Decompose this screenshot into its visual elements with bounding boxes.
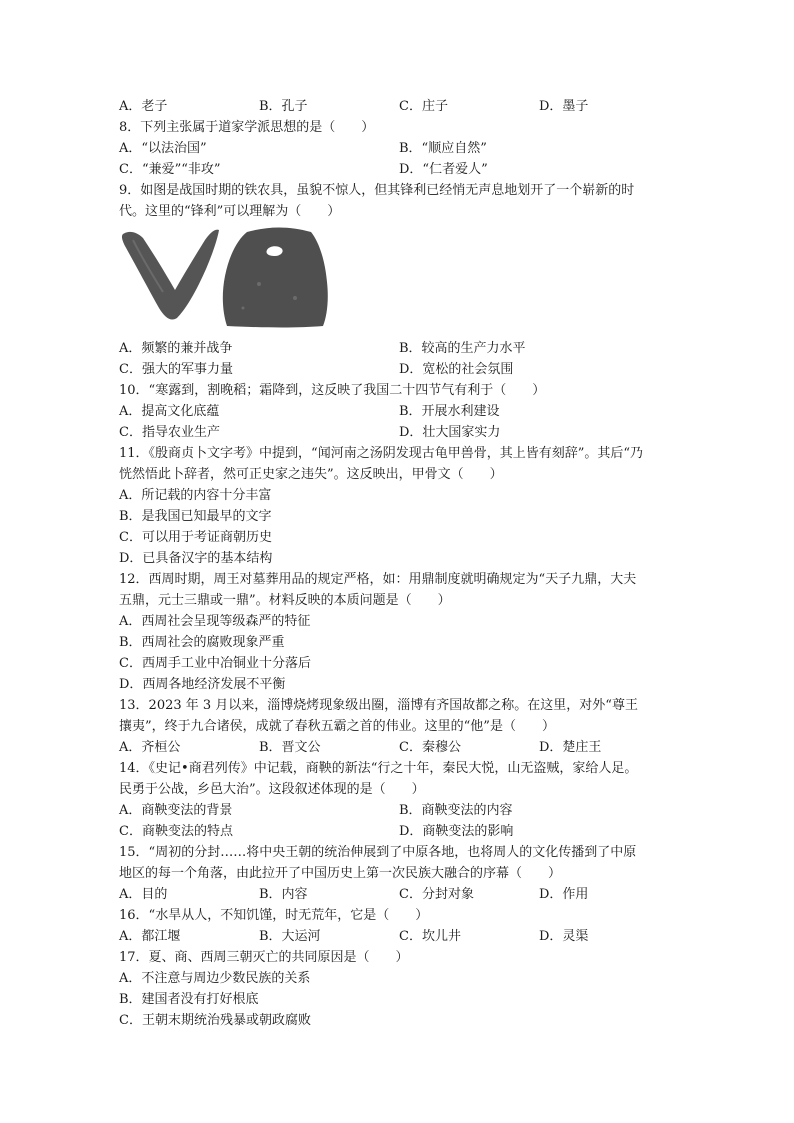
- q10-option-b: B．开展水利建设: [399, 404, 500, 419]
- q10-option-a: A．提高文化底蕴: [119, 404, 220, 419]
- q17-option-b: B．建国者没有打好根底: [119, 992, 259, 1007]
- q11-option-b: B．是我国已知最早的文字: [119, 509, 272, 524]
- q8-option-a: A．“以法治国”: [119, 141, 207, 156]
- q9-stem-line2: 代。这里的“锋利”可以理解为（ ）: [119, 204, 341, 219]
- q12-option-b: B．西周社会的腐败现象严重: [119, 635, 285, 650]
- q14-stem-line2: 民勇于公战，乡邑大治”。这段叙述体现的是（ ）: [119, 782, 425, 797]
- q13-option-d: D．楚庄王: [539, 740, 602, 755]
- q8-option-c: C．“兼爱”“非攻”: [119, 162, 221, 177]
- q11-option-c: C．可以用于考证商朝历史: [119, 530, 272, 545]
- q16-stem: 16．“水旱从人，不知饥馑，时无荒年，它是（ ）: [119, 908, 429, 923]
- q17-option-a: A．不注意与周边少数民族的关系: [119, 971, 311, 986]
- q9-options-row1: [119, 338, 679, 359]
- q11-option-d: D．已具备汉字的基本结构: [119, 551, 273, 566]
- q17-option-c: C．王朝末期统治残暴或朝政腐败: [119, 1013, 311, 1028]
- q13-stem-line2: 攘夷”，终于九合诸侯，成就了春秋五霸之首的伟业。这里的“他”是（ ）: [119, 719, 555, 734]
- q8-options-row1: [119, 138, 679, 159]
- q14-options-row2: [119, 821, 679, 842]
- q15-option-a: A．目的: [119, 887, 168, 902]
- q8-option-d: D．“仁者爱人”: [399, 162, 488, 177]
- q11-stem-line2: 恍然悟此卜辞者，然可正史家之违失”。这反映出，甲骨文（ ）: [119, 467, 503, 482]
- q15-stem-line1: 15．“周初的分封……将中央王朝的统治伸展到了中原各地，也将周人的文化传播到了中原: [119, 845, 637, 860]
- q13-option-a: A．齐桓公: [119, 740, 181, 755]
- q16-options: [119, 926, 679, 947]
- q7-option-c: C．庄子: [399, 99, 448, 114]
- iron-tools-svg: [119, 224, 349, 334]
- q16-option-b: B．大运河: [259, 929, 321, 944]
- q11-stem-line1: 11．《殷商贞卜文字考》中提到，“闻河南之汤阴发现古龟甲兽骨，其上皆有刻辞”。其后“乃: [119, 446, 643, 461]
- q10-stem: 10．“寒露到，割晚稻；霜降到，这反映了我国二十四节气有利于（ ）: [119, 383, 546, 398]
- q16-option-a: A．都江堰: [119, 929, 181, 944]
- q15-option-b: B．内容: [259, 887, 308, 902]
- q14-option-c: C．商鞅变法的特点: [119, 824, 233, 839]
- q10-option-d: D．壮大国家实力: [399, 425, 501, 440]
- q9-option-a: A．频繁的兼并战争: [119, 341, 233, 356]
- q8-options-row2: [119, 159, 679, 180]
- q10-options-row1: [119, 401, 679, 422]
- q9-option-d: D．宽松的社会氛围: [399, 362, 514, 377]
- q13-option-b: B．晋文公: [259, 740, 321, 755]
- q8-option-b: B．“顺应自然”: [399, 141, 487, 156]
- q10-option-c: C．指导农业生产: [119, 425, 220, 440]
- q12-stem-line2: 五鼎，元士三鼎或一鼎”。材料反映的本质问题是（ ）: [119, 593, 451, 608]
- q9-option-b: B．较高的生产力水平: [399, 341, 526, 356]
- q7-options: [119, 96, 679, 117]
- q9-options-row2: [119, 359, 679, 380]
- q14-options-row1: [119, 800, 679, 821]
- question-list: [119, 96, 679, 1031]
- q14-stem-line1: 14．《史记•商君列传》中记载，商鞅的新法“行之十年，秦民大悦，山无盗贼，家给人足。: [119, 761, 638, 776]
- q8-stem: 8．下列主张属于道家学派思想的是（ ）: [119, 120, 375, 135]
- q16-option-d: D．灵渠: [539, 929, 589, 944]
- q12-stem-line1: 12．西周时期，周王对墓葬用品的规定严格，如：用鼎制度就明确规定为“天子九鼎，大夫: [119, 572, 637, 587]
- iron-hoe-icon: [223, 228, 328, 328]
- q12-option-c: C．西周手工业中冶铜业十分落后: [119, 656, 311, 671]
- q13-options: [119, 737, 679, 758]
- q9-option-c: C．强大的军事力量: [119, 362, 233, 377]
- q7-option-a: A．老子: [119, 99, 168, 114]
- q9-stem-line1: 9．如图是战国时期的铁农具，虽貌不惊人，但其锋利已经悄无声息地划开了一个崭新的时: [119, 183, 635, 198]
- q15-option-d: D．作用: [539, 887, 589, 902]
- q9-iron-tools-image: [119, 224, 679, 334]
- q13-stem-line1: 13．2023 年 3 月以来，淄博烧烤现象级出圈，淄博有齐国故都之称。在这里，对外“尊王: [119, 698, 638, 713]
- q7-option-b: B．孔子: [259, 99, 308, 114]
- q14-option-a: A．商鞅变法的背景: [119, 803, 233, 818]
- q12-option-d: D．西周各地经济发展不平衡: [119, 677, 286, 692]
- q11-option-a: A．所记载的内容十分丰富: [119, 488, 272, 503]
- q16-option-c: C．坎儿井: [399, 929, 461, 944]
- q14-option-d: D．商鞅变法的影响: [399, 824, 514, 839]
- q14-option-b: B．商鞅变法的内容: [399, 803, 513, 818]
- q12-option-a: A．西周社会呈现等级森严的特征: [119, 614, 311, 629]
- q15-stem-line2: 地区的每一个角落，由此拉开了中国历史上第一次民族大融合的序幕（ ）: [119, 866, 562, 881]
- q7-option-d: D．墨子: [539, 99, 589, 114]
- v-shaped-iron-plow-icon: [122, 230, 219, 320]
- q15-option-c: C．分封对象: [399, 887, 474, 902]
- q17-stem: 17．夏、商、西周三朝灭亡的共同原因是（ ）: [119, 950, 409, 965]
- q13-option-c: C．秦穆公: [399, 740, 461, 755]
- q10-options-row2: [119, 422, 679, 443]
- q15-options: [119, 884, 679, 905]
